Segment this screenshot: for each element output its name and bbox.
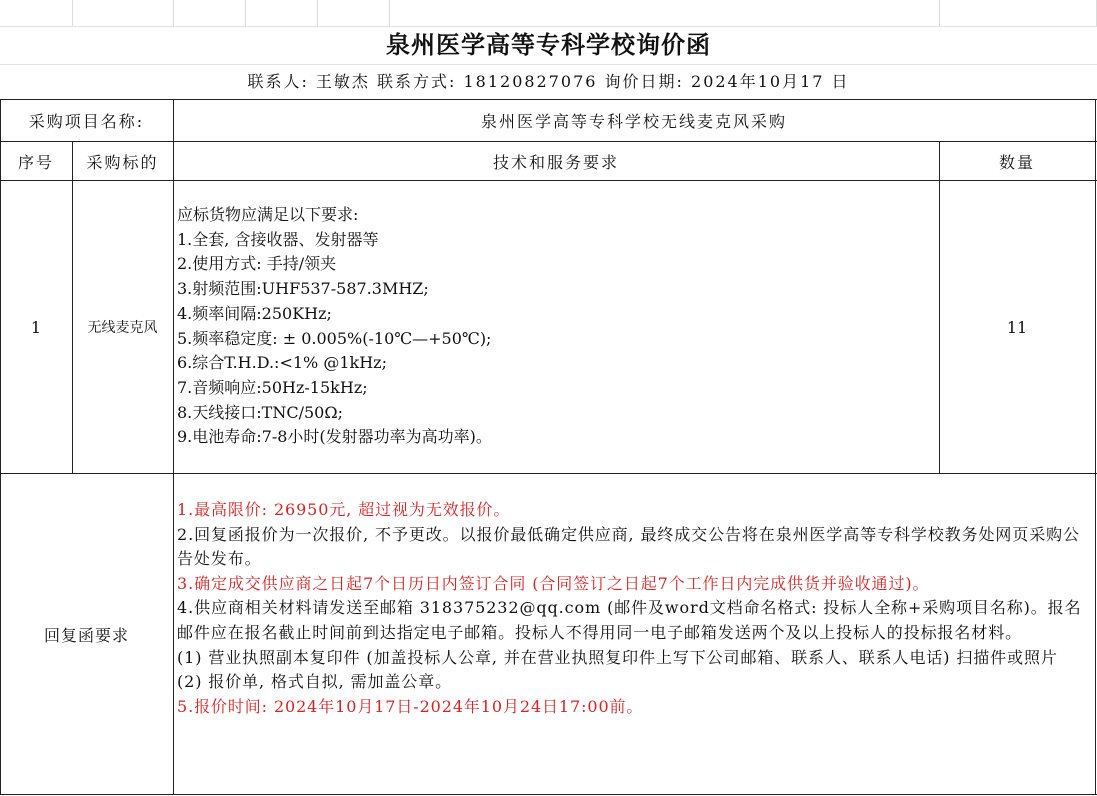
project-name-label: 采购项目名称:: [28, 112, 145, 131]
requirement-line: 2.使用方式: 手持/领夹: [177, 254, 337, 274]
reply-item-contract: 3.确定成交供应商之日起7个日历日内签订合同 (合同签订之日起7个工作日内完成供货并验收通过)。: [177, 573, 930, 593]
reply-item-license: (1) 营业执照副本复印件 (加盖投标人公章, 并在营业执照复印件上写下公司邮箱、联系人、联系人电话) 扫描件或照片: [177, 647, 1058, 667]
header-quantity: 数量: [998, 152, 1035, 172]
table-border: [173, 99, 174, 795]
requirement-line: 1.全套, 含接收器、发射器等: [177, 229, 379, 249]
requirement-line: 5.频率稳定度: ± 0.005%(-10℃—+50℃);: [177, 328, 492, 348]
reply-label: 回复函要求: [43, 625, 129, 645]
header-item: 采购标的: [86, 152, 159, 172]
row-seq: 1: [30, 317, 42, 337]
reply-item-price-cap: 1.最高限价: 26950元, 超过视为无效报价。: [177, 500, 511, 519]
project-name-value: 泉州医学高等专科学校无线麦克风采购: [480, 112, 787, 131]
reply-item-quote-sheet: (2) 报价单, 格式自拟, 需加盖公章。: [177, 672, 452, 692]
header-requirements: 技术和服务要求: [492, 152, 619, 172]
table-border-right: [1095, 99, 1096, 795]
reply-item-submission: 4.供应商相关材料请发送至邮箱 318375232@qq.com (邮件及word文档命名格式: 投标人全称+采购项目名称)。报名邮件应在报名截止时间前到达指定电子邮箱。投标人不得用同一电子邮箱发送两个及以上投标人的投标报名材料。: [177, 598, 1082, 642]
row-quantity: 11: [1006, 317, 1028, 337]
requirement-line: 3.射频范围:UHF537-587.3MHZ;: [177, 279, 429, 299]
contact-line: 联系人: 王敏杰 联系方式: 18120827076 询价日期: 2024年10月17 日: [0, 64, 1097, 99]
requirement-line: 应标货物应满足以下要求:: [177, 205, 359, 224]
requirement-line: 6.综合T.H.D.:<1% @1kHz;: [177, 353, 387, 373]
requirement-line: 4.频率间隔:250KHz;: [177, 303, 332, 323]
reply-requirements: [177, 498, 1095, 719]
requirement-line: 9.电池寿命:7-8小时(发射器功率为高功率)。: [177, 427, 492, 447]
requirements-list: [177, 203, 937, 450]
requirement-line: 7.音频响应:50Hz-15kHz;: [177, 377, 368, 397]
header-seq: 序号: [17, 152, 54, 172]
sheet-top-gridlines: [0, 0, 1097, 26]
requirement-line: 8.天线接口:TNC/50Ω;: [177, 402, 343, 422]
table-border-bottom: [0, 794, 1097, 795]
row-item: 无线麦克风: [87, 320, 158, 336]
reply-item-quote-time: 5.报价时间: 2024年10月17日-2024年10月24日17:00前。: [177, 696, 644, 716]
reply-item-quote-rule: 2.回复函报价为一次报价, 不予更改。以报价最低确定供应商, 最终成交公告将在泉州医学高等专科学校教务处网页采购公告处发布。: [177, 524, 1080, 569]
document-title: 泉州医学高等专科学校询价函: [0, 26, 1097, 63]
